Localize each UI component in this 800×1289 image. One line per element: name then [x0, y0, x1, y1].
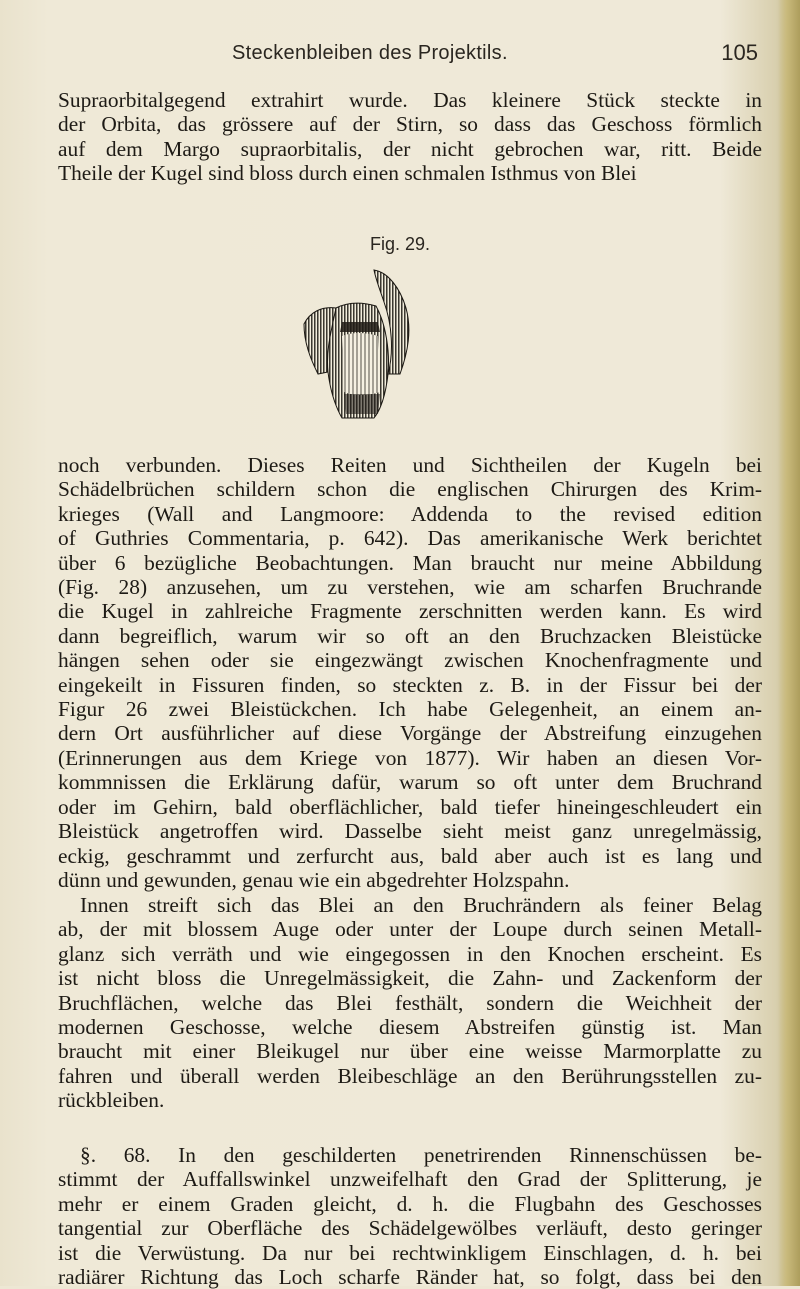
text-line: (Fig. 28) anzusehen, um zu verstehen, wie am scharfen Bruchrande	[58, 575, 762, 600]
text-line: über 6 bezügliche Beobachtungen. Man braucht nur meine Abbildung	[58, 550, 762, 575]
text-line: Bruchflächen, welche das Blei festhält, sondern die Weichheit der	[58, 990, 762, 1015]
text-line: radiärer Richtung das Loch scharfe Ränder hat, so folgt, dass bei den	[58, 1265, 762, 1289]
text-line: Bleistück angetroffen wird. Dasselbe sieht meist ganz unregelmässig,	[58, 819, 762, 844]
text-line: ab, der mit blossem Auge oder unter der Loupe durch seinen Metall-	[58, 917, 762, 942]
text-line: hängen sehen oder sie eingezwängt zwischen Knochenfragmente und	[58, 648, 762, 673]
figure-caption: Fig. 29.	[369, 234, 431, 254]
paragraph-4	[58, 1143, 762, 1289]
text-line: auf dem Margo supraorbitalis, der nicht gebrochen war, ritt. Beide	[58, 136, 762, 161]
text-line: mehr er einem Graden gleicht, d. h. die Flugbahn des Geschosses	[58, 1191, 762, 1216]
text-line: (Erinnerungen aus dem Kriege von 1877). Wir haben an diesen Vor-	[58, 745, 762, 770]
text-line: tangential zur Oberfläche des Schädelgewölbes verläuft, desto geringer	[58, 1216, 762, 1241]
text-line: §. 68. In den geschilderten penetrirenden Rinnenschüssen be-	[80, 1143, 762, 1167]
text-line: dern Ort ausführlicher auf diese Vorgänge der Abstreifung einzugehen	[58, 721, 762, 746]
figure-29-illustration	[296, 262, 436, 427]
text-line: Theile der Kugel sind bloss durch einen schmalen Isthmus von Blei	[58, 161, 637, 186]
text-line: dünn und gewunden, genau wie ein abgedrehter Holzspahn.	[58, 867, 570, 892]
paragraph-1	[58, 88, 762, 186]
text-line: Figur 26 zwei Bleistückchen. Ich habe Gelegenheit, an einem an-	[58, 697, 762, 722]
text-line: Schädelbrüchen schildern schon die englischen Chirurgen des Krim-	[58, 477, 762, 502]
text-line: rückbleiben.	[58, 1088, 165, 1113]
text-line: krieges (Wall and Langmoore: Addenda to the revised edition	[58, 501, 762, 526]
text-line: Supraorbitalgegend extrahirt wurde. Das kleinere Stück steckte in	[58, 88, 762, 112]
text-line: kommnissen die Erklärung dafür, warum so oft unter dem Bruchrand	[58, 770, 762, 795]
running-head	[58, 38, 758, 68]
text-line: stimmt der Auffallswinkel unzweifelhaft den Grad der Splitterung, je	[58, 1167, 762, 1192]
text-line: eckig, geschrammt und zerfurcht aus, bald aber auch ist es lang und	[58, 843, 762, 868]
text-line: Innen streift sich das Blei an den Bruchrändern als feiner Belag	[80, 893, 762, 917]
running-title: Steckenbleiben des Projektils.	[232, 42, 508, 64]
text-line: dann begreiflich, warum wir so oft an den Bruchzacken Bleistücke	[58, 623, 762, 648]
text-line: der Orbita, das grössere auf der Stirn, so dass das Geschoss förmlich	[58, 112, 762, 137]
page-edge-shadow	[778, 0, 800, 1286]
paragraph-2	[58, 453, 762, 892]
text-line: ist die Verwüstung. Da nur bei rechtwinkligem Einschlagen, d. h. bei	[58, 1240, 762, 1265]
text-line: braucht mit einer Bleikugel nur über eine weisse Marmorplatte zu	[58, 1039, 762, 1064]
text-line: noch verbunden. Dieses Reiten und Sichtheilen der Kugeln bei	[58, 453, 762, 477]
text-line: eingekeilt in Fissuren finden, so steckten z. B. in der Fissur bei der	[58, 672, 762, 697]
text-line: glanz sich verräth und wie eingegossen in den Knochen erscheint. Es	[58, 941, 762, 966]
text-line: ist nicht bloss die Unregelmässigkeit, die Zahn- und Zackenform der	[58, 966, 762, 991]
text-line: modernen Geschosse, welche diesem Abstreifen günstig ist. Man	[58, 1015, 762, 1040]
text-line: die Kugel in zahlreiche Fragmente zerschnitten werden kann. Es wird	[58, 599, 762, 624]
paragraph-3	[58, 893, 762, 1113]
bullet-fragment-drawing	[296, 262, 436, 427]
text-line: oder im Gehirn, bald oberflächlicher, bald tiefer hineingeschleudert ein	[58, 794, 762, 819]
text-line: fahren und überall werden Bleibeschläge an den Berührungsstellen zu-	[58, 1063, 762, 1088]
text-line: of Guthries Commentaria, p. 642). Das amerikanische Werk berichtet	[58, 526, 762, 551]
page-number: 105	[721, 40, 758, 65]
